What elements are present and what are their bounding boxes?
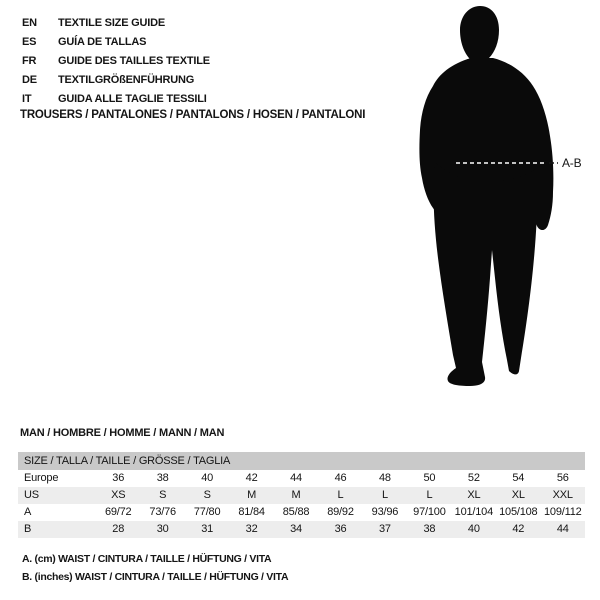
table-cell: 81/84 — [238, 506, 265, 518]
table-cell: 48 — [379, 472, 391, 484]
table-cell: 101/104 — [454, 506, 494, 518]
table-cell: M — [247, 489, 257, 501]
language-code: EN — [22, 17, 37, 29]
note-line: B. (inches) WAIST / CINTURA / TAILLE / HÜFTUNG / VITA — [22, 571, 289, 583]
table-cell: 38 — [156, 472, 169, 484]
table-cell: 37 — [379, 523, 391, 535]
table-cell: M — [291, 489, 301, 501]
language-code: FR — [22, 55, 37, 67]
table-cell: L — [426, 489, 433, 501]
row-label: Europe — [24, 472, 59, 484]
table-cell: 89/92 — [327, 506, 354, 518]
language-code: DE — [22, 74, 37, 86]
language-code: ES — [22, 36, 37, 48]
row-label: B — [24, 523, 32, 535]
language-row — [22, 90, 210, 109]
man-silhouette — [405, 0, 600, 400]
table-cell: 42 — [245, 472, 258, 484]
row-label: A — [24, 506, 32, 518]
table-cell: 31 — [201, 523, 214, 535]
row-label: US — [24, 489, 39, 501]
table-row — [18, 487, 585, 504]
measurement-notes — [22, 550, 288, 586]
table-cell: 30 — [156, 523, 169, 535]
language-label: GUIDE DES TAILLES TEXTILE — [58, 55, 210, 67]
silhouette-legs — [434, 162, 538, 386]
table-cell: XXL — [552, 489, 573, 501]
table-cell: 52 — [467, 472, 480, 484]
table-row — [18, 504, 585, 521]
table-row — [18, 521, 585, 538]
table-cell: XL — [511, 489, 525, 501]
table-cell: XL — [467, 489, 481, 501]
table-cell: L — [381, 489, 388, 501]
table-row — [18, 470, 585, 487]
measure-label: A-B — [562, 156, 582, 170]
language-label: GUÍA DE TALLAS — [58, 36, 147, 48]
table-cell: S — [203, 489, 211, 501]
table-cell: 105/108 — [499, 506, 538, 518]
note-line: A. (cm) WAIST / CINTURA / TAILLE / HÜFTUNG / VITA — [22, 553, 272, 565]
table-cell: 46 — [334, 472, 347, 484]
table-cell: 34 — [290, 523, 302, 535]
language-row — [22, 33, 210, 52]
table-cell: 36 — [334, 523, 347, 535]
language-label: GUIDA ALLE TAGLIE TESSILI — [58, 93, 207, 105]
table-cell: L — [337, 489, 344, 501]
table-cell: 54 — [512, 472, 525, 484]
table-cell: 44 — [556, 523, 569, 535]
table-cell: 97/100 — [413, 506, 446, 518]
table-cell: 28 — [112, 523, 125, 535]
language-row — [22, 71, 210, 90]
size-table-body — [18, 470, 585, 538]
silhouette-head — [460, 6, 499, 67]
language-label: TEXTILE SIZE GUIDE — [58, 17, 166, 29]
table-cell: S — [159, 489, 167, 501]
size-table — [18, 452, 585, 538]
table-cell: 69/72 — [104, 506, 132, 518]
language-row — [22, 14, 210, 33]
table-cell: 85/88 — [282, 506, 310, 518]
language-code: IT — [22, 93, 32, 105]
garment-title: TROUSERS / PANTALONES / PANTALONS / HOSEN / PANTALONI — [20, 109, 366, 121]
section-title: MAN / HOMBRE / HOMME / MANN / MAN — [20, 427, 225, 439]
table-cell: 56 — [556, 472, 569, 484]
language-row — [22, 52, 210, 71]
table-cell: 36 — [112, 472, 125, 484]
table-cell: 73/76 — [149, 506, 176, 518]
table-cell: 32 — [245, 523, 258, 535]
table-cell: 40 — [201, 472, 214, 484]
table-cell: 38 — [423, 523, 436, 535]
table-cell: XS — [111, 489, 126, 501]
table-cell: 109/112 — [543, 506, 582, 518]
table-cell: 93/96 — [371, 506, 399, 518]
table-cell: 50 — [423, 472, 436, 484]
table-cell: 44 — [290, 472, 302, 484]
table-cell: 77/80 — [193, 506, 221, 518]
size-table-header: SIZE / TALLA / TAILLE / GRÖSSE / TAGLIA — [18, 452, 585, 470]
language-title-list — [22, 14, 210, 109]
man-silhouette-figure — [405, 0, 600, 400]
language-label: TEXTILGRÖßENFÜHRUNG — [58, 74, 195, 86]
table-cell: 40 — [467, 523, 480, 535]
table-cell: 42 — [512, 523, 525, 535]
